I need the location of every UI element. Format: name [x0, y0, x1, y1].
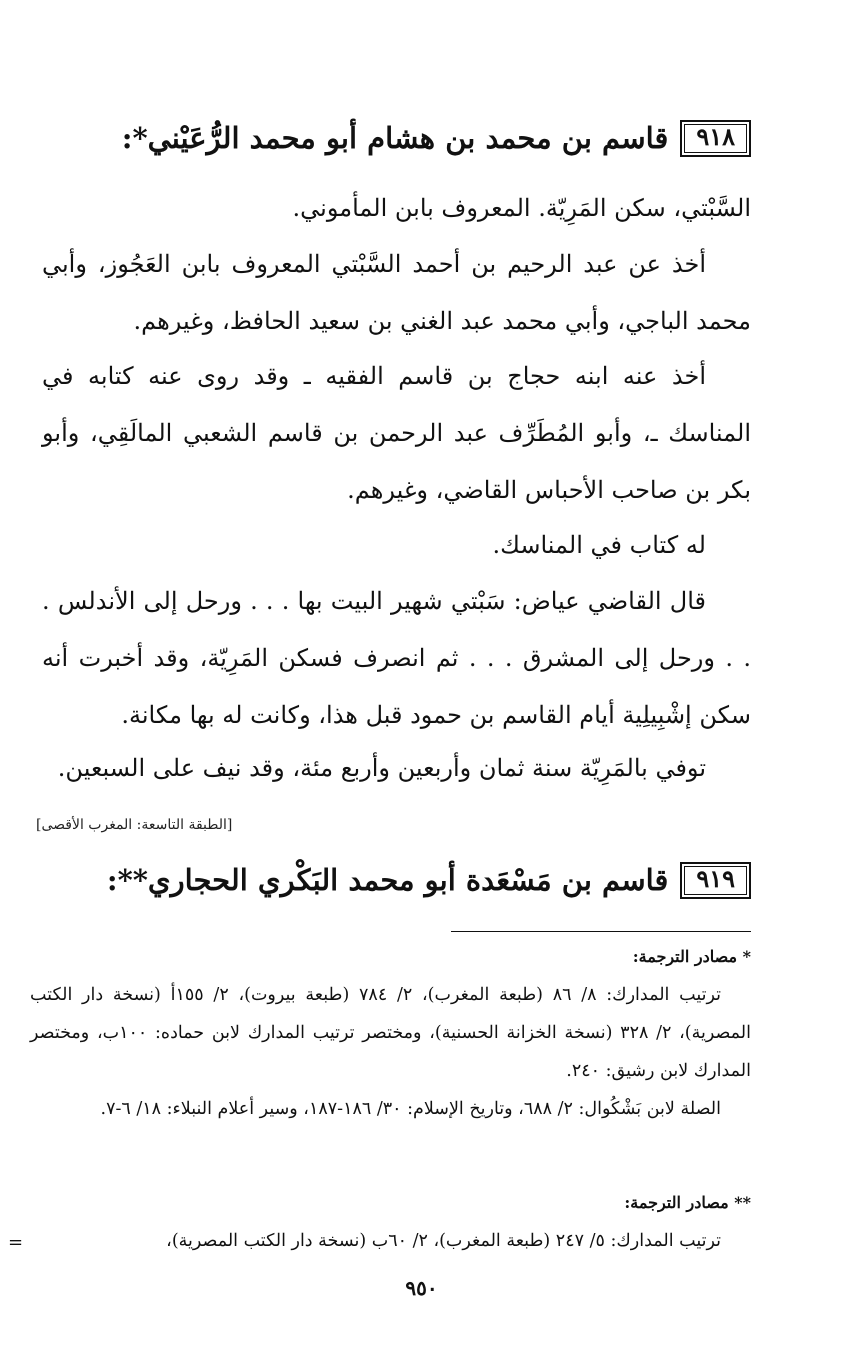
- entry-918-heading: [40, 120, 751, 157]
- entry-918-paragraph: أخذ عنه ابنه حجاج بن قاسم الفقيه ـ وقد روى عنه كتابه في المناسك ـ، وأبو المُطَرِّف عبد الرحمن بن قاسم الشعبي المالَقِي، وأبو بكر بن صاحب الأحباس القاضي، وغيرهم.: [42, 362, 751, 504]
- entry-918-paragraph: السَّبْتي، سكن المَرِيّة. المعروف بابن المأموني.: [292, 194, 751, 222]
- entry-918-paragraph: توفي بالمَرِيّة سنة ثمان وأربعين وأربع مئة، وقد نيف على السبعين.: [57, 754, 706, 782]
- entry-919-heading: [40, 862, 751, 899]
- entry-title: قاسم بن مَسْعَدة أبو محمد البَكْري الحجاري**:: [106, 863, 669, 897]
- page-number: ٩٥٠: [405, 1276, 438, 1300]
- entry-918-paragraph: له كتاب في المناسك.: [492, 531, 706, 559]
- entry-918-paragraph: أخذ عن عبد الرحيم بن أحمد السَّبْتي المعروف بابن العَجُوز، وأبي محمد الباجي، وأبي محمد عبد الغني بن سعيد الحافظ، وغيرهم.: [42, 250, 751, 335]
- footnote-text: ترتيب المدارك: ٥/ ٢٤٧ (طبعة المغرب)، ٢/ ٦٠ب (نسخة دار الكتب المصرية)،: [166, 1231, 721, 1251]
- entry-918-paragraph: قال القاضي عياض: سَبْتي شهير البيت بها . . . ورحل إلى الأندلس . . . ورحل إلى المشرق . . . ثم انصرف فسكن المَرِيّة، وقد أخبرت أنه سكن إشْبِيلِية أيام القاسم بن حمود قبل هذا، وكانت له بها مكانة.: [42, 587, 751, 729]
- continuation-mark: =: [8, 1232, 24, 1253]
- footnote-label-text: ** مصادر الترجمة:: [624, 1193, 751, 1212]
- footnote-divider: [451, 931, 751, 932]
- footnote-text: الصلة لابن بَشْكُوال: ٢/ ٦٨٨، وتاريخ الإسلام: ٣٠/ ١٨٦-١٨٧، وسير أعلام النبلاء: ١٨/ ٦-٧.: [100, 1099, 721, 1119]
- footnote-text: ترتيب المدارك: ٨/ ٨٦ (طبعة المغرب)، ٢/ ٧٨٤ (طبعة بيروت)، ٢/ ١٥٥أ (نسخة دار الكتب المصرية)، ٢/ ٣٢٨ (نسخة الخزانة الحسنية)، ومختصر ترتيب المدارك لابن حماده: ١٠٠ب، ومختصر المدارك لابن رشيق: ٢٤٠.: [30, 985, 751, 1081]
- entry-number-box: ٩١٨: [680, 120, 751, 157]
- footnote-label: [30, 938, 751, 976]
- footnote-label-text: * مصادر الترجمة:: [632, 947, 751, 966]
- entry-title: قاسم بن محمد بن هشام أبو محمد الرُّعَيْني*:: [121, 121, 669, 155]
- entry-number-box: ٩١٩: [680, 862, 751, 899]
- footnote-label: [30, 1184, 751, 1222]
- section-tag: [الطبقة التاسعة: المغرب الأقصى]: [36, 817, 233, 833]
